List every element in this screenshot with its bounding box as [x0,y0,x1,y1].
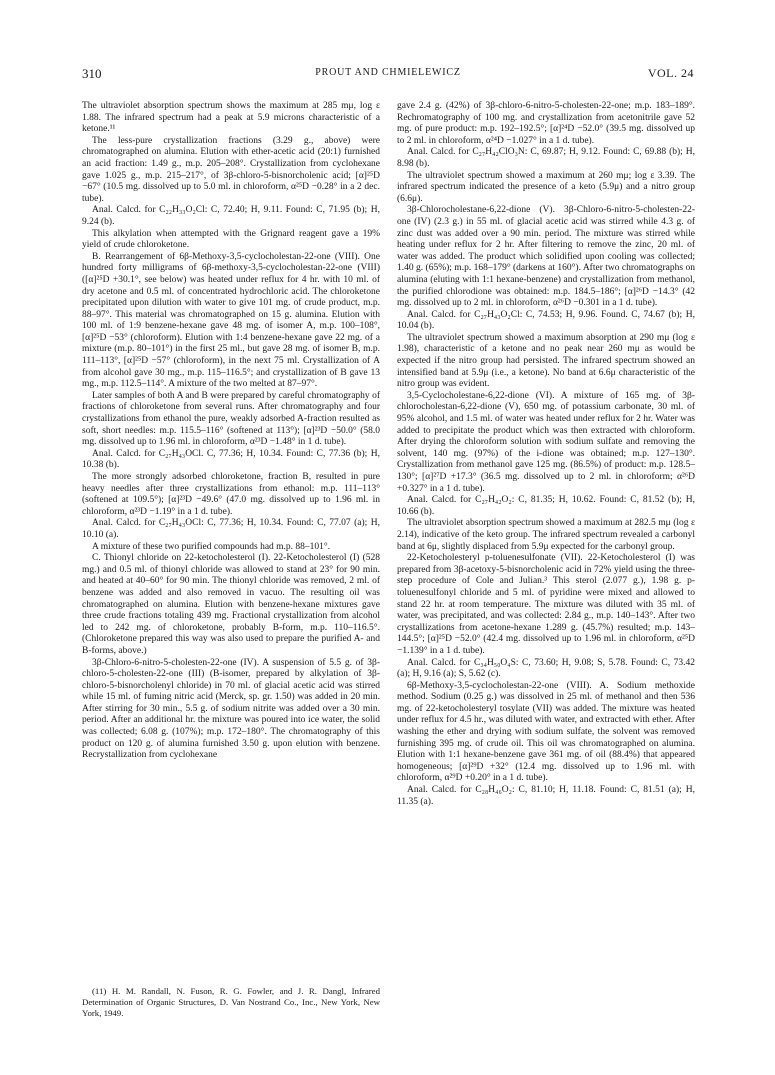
paragraph: 6β-Methoxy-3,5-cyclocholestan-22-one (VIII). A. Sodium methoxide method. Sodium (0.25 g.) was dissolved in 25 ml. of methanol and then 536 mg. of 22-ketocholesteryl tosylate (VII) was added. The mixture was heated under reflux for 4.5 hr., was diluted with water, and extracted with ether. After washing the ether and drying with sodium sulfate, the solvent was removed furnishing 395 mg. of crude oil. This oil was chromatographed on alumina. Elution with 1:1 hexane-benzene gave 361 mg. of oil (88.4%) that appeared homogeneous; [α]²⁹D +32° (12.4 mg. dissolved up to 1.96 ml. with chloroform, α²⁹D +0.20° in a 1 d. tube). [397,680,695,784]
paragraph: The ultraviolet absorption spectrum shows the maximum at 285 mμ, log ε 1.88. The infrared spectrum had a peak at 5.9 microns characteristic of a ketone.¹¹ [82,101,380,135]
paragraph: Later samples of both A and B were prepared by careful chromatography of fractions of chloroketone from several runs. After chromatography and four crystallizations from ethanol the pure, weakly adsorbed A-fraction resulted as soft, short needles: m.p. 115.5–116° (softened at 113°); [α]²³D −50.0° (58.0 mg. dissolved up to 1.96 ml. in chloroform, α²³D −1.48° in 1 d. tube). [82,390,380,448]
page-number: 310 [82,66,102,81]
paragraph: Anal. Calcd. for C₂₇H₄₃OCl. C, 77.36; H, 10.34. Found: C, 77.36 (b); H, 10.38 (b). [82,448,380,471]
paragraph: 3β-Chloro-6-nitro-5-cholesten-22-one (IV). A suspension of 5.5 g. of 3β-chloro-5-cholesten-22-one (III) (B-isomer, prepared by alkylation of 3β-chloro-5-bisnorcholenyl chloride) in 70 ml. of glacial acetic acid was stirred while 15 ml. of fuming nitric acid (Merck, sp. gr. 1.50) was added in 20 min. After stirring for 30 min., 5.5 g. of sodium nitrite was added over a 30 min. period. After an additional hr. the mixture was poured into ice water, the solid was collected; 6.08 g. (107%); m.p. 172–180°. The chromatography of this product on 120 g. of alumina furnished 3.50 g. upon elution with benzene. Recrystallization from cyclohexane [82,657,380,761]
running-title: PROUT AND CHMIELEWICZ [315,67,461,78]
paragraph: The ultraviolet absorption spectrum showed a maximum at 282.5 mμ (log ε 2.14), indicative of the keto group. The infrared spectrum revealed a carbonyl band at 6μ, slightly displaced from 5.9μ expected for the carbonyl group. [397,518,695,552]
paragraph: 3β-Chlorocholestane-6,22-dione (V). 3β-Chloro-6-nitro-5-cholesten-22-one (IV) (2.3 g.) in 55 ml. of glacial acetic acid was stirred while 4.3 g. of zinc dust was added over a 90 min. period. The mixture was stirred while heating under reflux for 2 hr. After filtering to remove the zinc, 20 ml. of water was added. The product which solidified upon cooling was collected; 1.40 g. (65%); m.p. 168–179° (darkens at 160°). After two chromatographs on alumina (eluting with 1:1 hexane-benzene) and crystallization from methanol, the purified chlorodione was obtained: m.p. 184.5–186°; [α]²⁶D −14.3° (42 mg. dissolved up to 2 ml. in chloroform, α²⁶D −0.301 in a 1 d. tube). [397,205,695,309]
paragraph: Anal. Calcd. for C₂₇H₄₃OCl: C, 77.36; H, 10.34. Found: C, 77.07 (a); H, 10.10 (a). [82,518,380,540]
page-header [82,66,694,82]
paragraph: The ultraviolet spectrum showed a maximum absorption at 290 mμ (log ε 1.98), characteristic of a ketone and no peak near 260 mμ as would be expected if the nitro group had persisted. The infrared spectrum showed an intensified band at 5.9μ (i.e., a ketone). No band at 6.6μ characteristic of the nitro group was evident. [397,332,695,390]
paragraph: Anal. Calcd. for C₂₈H₄₆O₂: C, 81.10; H, 11.18. Found: C, 81.51 (a); H, 11.35 (a). [397,785,695,807]
paragraph: C. Thionyl chloride on 22-ketocholesterol (I). 22-Ketocholesterol (I) (528 mg.) and 0.5 ml. of thionyl chloride was allowed to stand at 23° for 90 min. and heated at 40–60° for 90 min. The thionyl chloride was removed, 2 ml. of benzene was added and also removed in vacuo. The resulting oil was chromatographed on alumina. Elution with benzene-hexane mixtures gave three crude fractions totaling 439 mg. Fractional crystallization from alcohol led to 242 mg. of chloroketone, probably B-form, m.p. 110–116.5°. (Chloroketone prepared this way was also used to prepare the purified A- and B-forms, above.) [82,553,380,656]
paragraph: Anal. Calcd. for C₂₇H₄₃O₂Cl: C, 74.53; H, 9.96. Found. C, 74.67 (b); H, 10.04 (b). [397,309,695,332]
paragraph: 3,5-Cyclocholestane-6,22-dione (VI). A mixture of 165 mg. of 3β-chlorocholestan-6,22-dione (V), 650 mg. of potassium carbonate, 30 ml. of 95% alcohol, and 1.5 ml. of water was heated under reflux for 2 hr. Water was added to precipitate the product which was then extracted with chloroform. After drying the chloroform solution with sodium sulfate and removing the solvent, 140 mg. (97%) of the i-dione was obtained; m.p. 127–130°. Crystallization from methanol gave 125 mg. (86.5%) of product: m.p. 128.5–130°; [α]²⁷D +17.3° (36.5 mg. dissolved up to 2 ml. in chloroform; α²⁶D +0.327° in a 1 d. tube). [397,390,695,494]
paragraph: 22-Ketocholesteryl p-toluenesulfonate (VII). 22-Ketocholesterol (I) was prepared from 3β-acetoxy-5-bisnorcholenic acid in 72% yield using the three-step procedure of Cole and Julian.³ This sterol (2.077 g.), 1.98 g. p-toluenesulfonyl chloride and 5 ml. of pyridine were mixed and allowed to stand 22 hr. at room temperature. The mixture was diluted with 35 ml. of water, was precipitated, and was collected: 2.84 g., m.p. 140–143°. After two crystallizations from acetone-hexane 1.289 g. (45.7%) resulted; m.p. 143–144.5°; [α]²⁵D −52.0° (42.4 mg. dissolved up to 1.96 ml. in chloroform, α²⁵D −1.139° in a 1 d. tube). [397,553,695,656]
footnote-text: (11) H. M. Randall, N. Fuson, R. G. Fowler, and J. R. Dangl, Infrared Determination of Organic Structures, D. Van Nostrand Co., Inc., New York, New York, 1949. [82,986,380,1018]
paragraph: Anal. Calcd. for C₃₄H₅₀O₄S: C, 73.60; H, 9.08; S, 5.78. Found: C, 73.42 (a); H, 9.16 (a); S, 5.62 (c). [397,657,695,680]
paragraph: The ultraviolet spectrum showed a maximum at 260 mμ; log ε 3.39. The infrared spectrum indicated the presence of a keto (5.9μ) and a nitro group (6.6μ). [397,170,695,204]
paragraph: The more strongly adsorbed chloroketone, fraction B, resulted in pure heavy needles after three crystallizations from ethanol: m.p. 111–113° (softened at 109.5°); [α]²³D −49.6° (47.0 mg. dissolved up to 1.96 ml. in chloroform, α²³D −1.19° in a 1 d. tube). [82,472,380,517]
volume-label: VOL. 24 [647,66,694,80]
footnote [82,986,380,1019]
left-column [82,101,380,971]
paragraph: B. Rearrangement of 6β-Methoxy-3,5-cyclocholestan-22-one (VIII). One hundred forty milligrams of 6β-methoxy-3,5-cyclocholestan-22-one (VIII) ([α]²⁵D +30.1°, see below) was heated under reflux for 4 hr. with 10 ml. of dry acetone and 0.5 ml. of concentrated hydrochloric acid. The chloroketone precipitated upon dilution with water to give 101 mg. of crude product, m.p. 88–97°. This material was chromatographed on 15 g. alumina. Elution with 100 ml. of 1:9 benzene-hexane gave 48 mg. of isomer A, m.p. 100–108°, [α]²⁵D −53° (chloroform). Elution with 1:4 benzene-hexane gave 22 mg. of a mixture (m.p. 80–101°) in the first 25 ml., but gave 28 mg. of isomer B, m.p. 111–113°, [α]²⁵D −57° (chloroform), in the next 75 ml. Crystallization of A from alcohol gave 30 mg., m.p. 115–116.5°; and crystallization of B gave 13 mg., m.p. 112.5–114°. A mixture of the two melted at 87–97°. [82,251,380,390]
paragraph: Anal. Calcd. for C₂₇H₄₂O₂: C, 81.35; H, 10.62. Found: C, 81.52 (b); H, 10.66 (b). [397,495,695,517]
paragraph: gave 2.4 g. (42%) of 3β-chloro-6-nitro-5-cholesten-22-one; m.p. 183–189°. Rechromatography of 100 mg. and crystallization from acetonitrile gave 52 mg. of pure product: m.p. 192–192.5°; [α]²⁴D −52.0° (39.5 mg. dissolved up to 2 ml. in chloroform, α²⁴D −1.027° in a 1 d. tube). [397,101,695,146]
paragraph: A mixture of these two purified compounds had m.p. 88–101°. [92,541,331,552]
right-column [397,101,695,1041]
paragraph: The less-pure crystallization fractions (3.29 g., above) were chromatographed on alumina. Elution with ether-acetic acid (20:1) furnished an acid fraction: 1.49 g., m.p. 205–208°. Crystallization from cyclohexane gave 1.025 g., m.p. 215–217°, of 3β-chloro-5-bisnorcholenic acid; [α]²⁵D −67° (10.5 mg. dissolved up to 5.0 ml. in chloroform, α²⁵D −0.28° in a 2 dec. tube). [82,135,380,204]
paragraph: Anal. Calcd. for C₂₇H₄₂ClO₃N: C, 69.87; H, 9.12. Found: C, 69.88 (b); H, 8.98 (b). [397,147,695,169]
paragraph: Anal. Calcd. for C₂₂H₃₃O₂Cl: C, 72.40; H, 9.11. Found: C, 71.95 (b); H, 9.24 (b). [82,205,380,227]
paragraph: This alkylation when attempted with the Grignard reagent gave a 19% yield of crude chloroketone. [82,228,380,251]
